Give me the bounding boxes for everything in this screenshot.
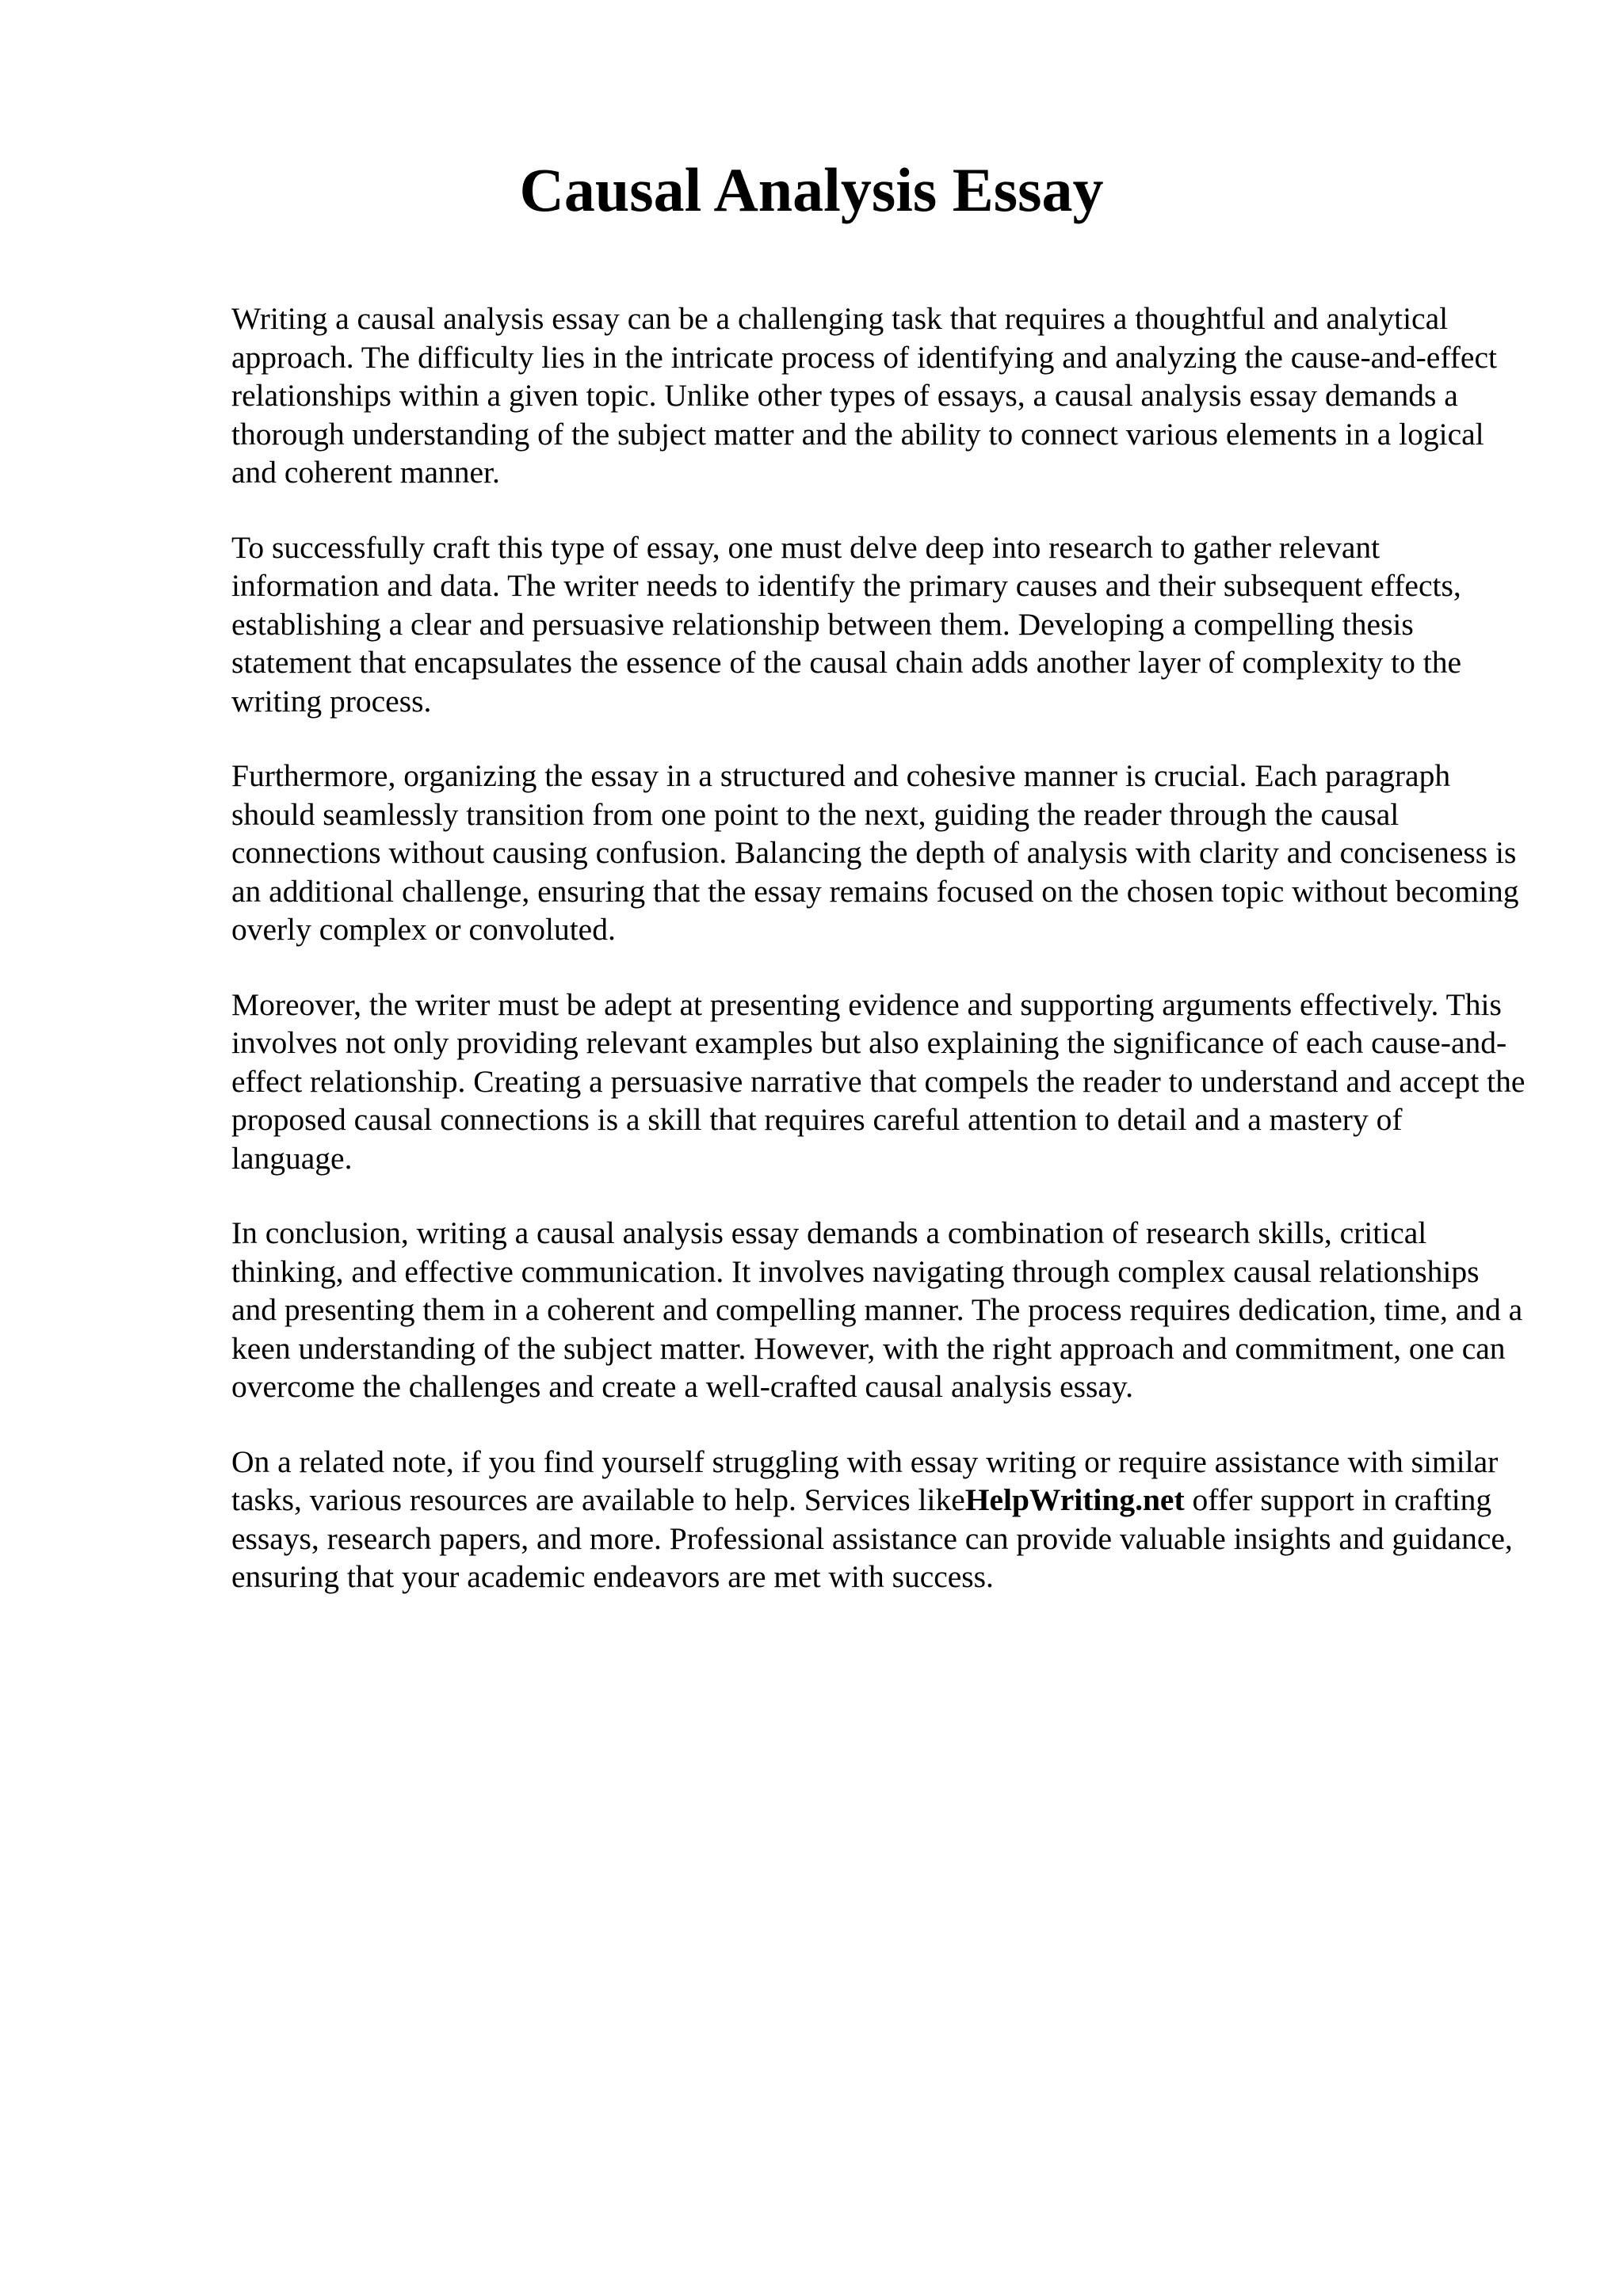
paragraph-6-text-before: On a related note, if you find yourself struggling with essay writing or require assistance with similar tasks, various resources are available to help. Services like [231, 1444, 1499, 1517]
paragraph-6 [231, 1443, 1528, 1596]
paragraph-5: In conclusion, writing a causal analysis essay demands a combination of research skills, critical thinking, and effective communication. It involves navigating through complex causal relationships and presenting them in a coherent and compelling manner. The process requires dedication, time, and a keen understanding of the subject matter. However, with the right approach and commitment, one can overcome the challenges and create a well-crafted causal analysis essay. [231, 1215, 1523, 1404]
paragraph-2: To successfully craft this type of essay, one must delve deep into research to gather relevant information and data. The writer needs to identify the primary causes and their subsequent effects, establishing a clear and persuasive relationship between them. Developing a compelling thesis statement that encapsulates the essence of the causal chain adds another layer of complexity to the writing process. [231, 529, 1461, 719]
paragraph-6-text-after: offer support in crafting essays, research papers, and more. Professional assistance can provide valuable insights and guidance, ensuring that your academic endeavors are met with success. [231, 1482, 1513, 1594]
paragraph-1: Writing a causal analysis essay can be a challenging task that requires a thoughtful and analytical approach. The difficulty lies in the intricate process of identifying and analyzing the cause-and-effect relationships within a given topic. Unlike other types of essays, a causal analysis essay demands a thorough understanding of the subject matter and the ability to connect various elements in a logical and coherent manner. [231, 301, 1497, 490]
essay-body [231, 299, 1528, 1633]
paragraph-3: Furthermore, organizing the essay in a structured and cohesive manner is crucial. Each paragraph should seamlessly transition from one point to the next, guiding the reader through the causal connections without causing confusion. Balancing the depth of analysis with clarity and conciseness is an additional challenge, ensuring that the essay remains focused on the chosen topic without becoming overly complex or convoluted. [231, 758, 1519, 947]
paragraph-4: Moreover, the writer must be adept at presenting evidence and supporting arguments effectively. This involves not only providing relevant examples but also explaining the significance of each cause-and-effect relationship. Creating a persuasive narrative that compels the reader to understand and accept the proposed causal connections is a skill that requires careful attention to detail and a mastery of language. [231, 986, 1526, 1176]
brand-name: HelpWriting.net [964, 1482, 1185, 1517]
page-title: Causal Analysis Essay [519, 155, 1104, 224]
